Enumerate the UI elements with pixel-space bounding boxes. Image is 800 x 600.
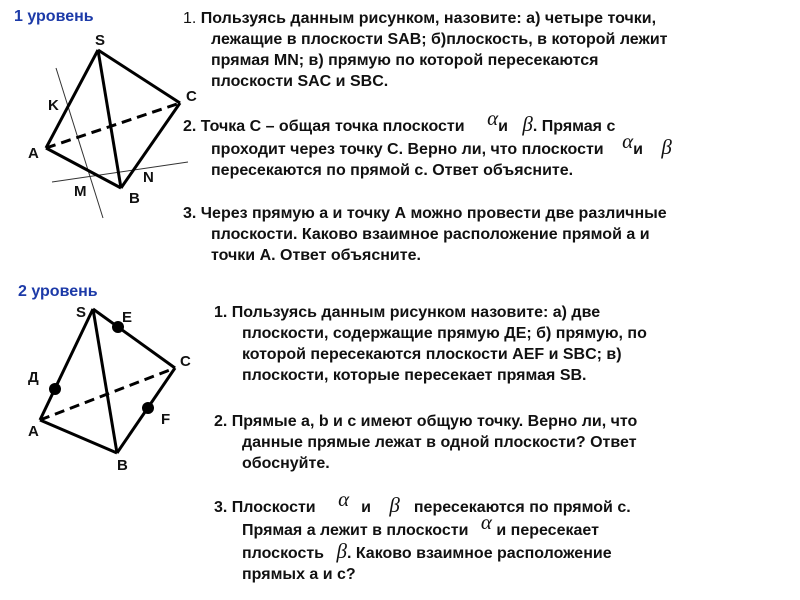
edge-sc bbox=[93, 309, 175, 368]
beta-symbol: β bbox=[389, 493, 400, 517]
point-label-d: Д bbox=[28, 369, 39, 386]
beta-symbol: β bbox=[336, 539, 347, 563]
level-2-task-1: 1. Пользуясь данным рисунком назовите: а) две плоскости, содержащие прямую ДЕ; б) прямую, по которой пересекаются плоскости AEF и SBC; в) плоскости, которые пересекает прямая SB. bbox=[214, 304, 647, 384]
point-label-a: A bbox=[28, 145, 39, 162]
beta-symbol: β bbox=[661, 135, 672, 159]
edge-sb bbox=[98, 50, 121, 188]
level-2-tetrahedron-diagram bbox=[0, 290, 200, 490]
edge-sc bbox=[98, 50, 180, 103]
point-label-c: C bbox=[186, 88, 197, 105]
point-label-c: C bbox=[180, 353, 191, 370]
point-f-marker bbox=[142, 402, 154, 414]
level-1-title: 1 уровень bbox=[14, 8, 94, 25]
point-label-a: A bbox=[28, 423, 39, 440]
level-1-tetrahedron-diagram bbox=[0, 0, 200, 230]
level-2-title: 2 уровень bbox=[18, 283, 98, 300]
edge-ab bbox=[40, 420, 117, 453]
alpha-symbol: α bbox=[480, 510, 492, 534]
level-1-task-1: 1. Пользуясь данным рисунком, назовите: а) четыре точки, лежащие в плоскости SAB; б)плоскость, в которой лежит прямая MN; в) прямую по которой пересекаются плоскости SAC и SBC. bbox=[183, 10, 668, 90]
point-label-e: E bbox=[122, 309, 133, 326]
level-1-task-3: 3. Через прямую а и точку А можно провести две различные плоскости. Каково взаимное расположение прямой а и точки А. Ответ объясните. bbox=[183, 205, 667, 264]
point-d-marker bbox=[49, 383, 61, 395]
alpha-symbol: α bbox=[338, 487, 350, 511]
edge-ab bbox=[46, 148, 121, 188]
alpha-symbol: α bbox=[622, 129, 634, 153]
level-2-task-3: 3. Плоскости α и β пересекаются по прямой с. Прямая а лежит в плоскости α и пересекает плоскость β. Каково взаимное расположение прямых а и с? bbox=[214, 487, 631, 583]
point-label-s: S bbox=[95, 32, 106, 49]
level-2-task-2: 2. Прямые a, b и c имеют общую точку. Верно ли, что данные прямые лежат в одной плоскости? Ответ обоснуйте. bbox=[214, 413, 638, 472]
point-label-s: S bbox=[76, 304, 87, 321]
point-label-f: F bbox=[161, 411, 171, 428]
beta-symbol: β bbox=[522, 112, 533, 136]
level-1-task-2: 2. Точка С – общая точка плоскости αи β. Прямая с проходит через точку С. Верно ли, что плоскости αи β пересекаются по прямой с. Ответ объясните. bbox=[183, 106, 672, 179]
point-label-n: N bbox=[143, 169, 154, 186]
point-label-k: K bbox=[48, 97, 59, 114]
alpha-symbol: α bbox=[487, 106, 499, 130]
point-label-m: M bbox=[74, 183, 87, 200]
point-label-b: B bbox=[129, 190, 140, 207]
point-label-b: B bbox=[117, 457, 128, 474]
